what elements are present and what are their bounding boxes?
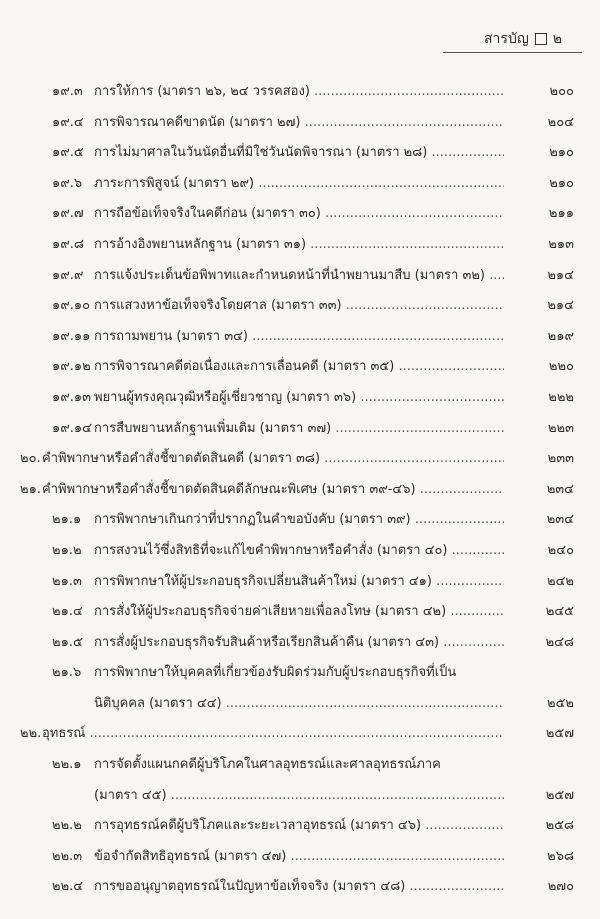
- toc-page: ๒๐๐: [549, 84, 574, 99]
- toc-entry[interactable]: [20, 441, 574, 472]
- toc-title: การสั่งให้ผู้ประกอบธุรกิจจ่ายค่าเสียหายเพื่อลงโทษ (มาตรา ๔๒) .....: [94, 600, 504, 621]
- toc-number: ๑๙.๑๑: [52, 328, 91, 344]
- toc-page: ๒๒๐: [548, 359, 574, 375]
- toc-title: การสืบพยานหลักฐานเพิ่มเติม (มาตรา ๓๗) .....: [94, 417, 504, 438]
- toc-entry[interactable]: [20, 716, 574, 747]
- toc-page: ๒๔๘: [545, 634, 574, 650]
- toc-page: ๒๔๒: [547, 573, 574, 589]
- toc-page: ๒๓๓: [547, 451, 574, 467]
- toc-title: การพิจารณาคดีขาดนัด (มาตรา ๒๗) .....: [94, 111, 504, 132]
- toc-page: ๒๕๘: [545, 818, 574, 834]
- square-bullet-icon: [535, 33, 547, 45]
- toc-entry[interactable]: [20, 502, 574, 533]
- toc-entry[interactable]: [20, 288, 574, 319]
- toc-title: การแสวงหาข้อเท็จจริงโดยศาล (มาตรา ๓๓) .....: [94, 294, 504, 315]
- toc-number: ๒๐.: [20, 451, 41, 467]
- toc-page: ๒๕๒: [547, 695, 574, 711]
- toc-title: ข้อจำกัดสิทธิอุทธรณ์ (มาตรา ๔๗) .....: [94, 845, 504, 866]
- toc-entry[interactable]: [20, 380, 574, 411]
- toc-entry[interactable]: [20, 533, 574, 564]
- header-title: สารบัญ: [484, 31, 529, 47]
- toc-entry[interactable]: [20, 227, 574, 258]
- toc-title: การไม่มาศาลในวันนัดอื่นที่มิใช่วันนัดพิจารณา (มาตรา ๒๘) .....: [94, 141, 504, 162]
- toc-page: ๒๑๐: [549, 145, 574, 161]
- toc-page: ๒๑๔: [547, 298, 574, 314]
- toc-entry[interactable]: [20, 564, 574, 595]
- toc-page: ๒๔๐: [547, 542, 574, 558]
- toc-title: การขออนุญาตอุทธรณ์ในปัญหาข้อเท็จจริง (มาตรา ๔๘) .....: [94, 875, 504, 896]
- toc-page: ๒๑๑: [548, 206, 574, 222]
- toc-page: ๒๐๔: [547, 114, 574, 130]
- header-rule: [443, 52, 582, 53]
- toc-title: นิติบุคคล (มาตรา ๔๔) .....: [94, 692, 504, 713]
- toc-page: ๒๑๓: [548, 236, 574, 252]
- table-of-contents: [20, 74, 574, 900]
- toc-number: ๑๙.๖: [52, 175, 83, 191]
- toc-number: ๒๒.: [20, 726, 42, 742]
- toc-entry[interactable]: [20, 472, 574, 503]
- toc-entry[interactable]: [20, 349, 574, 380]
- toc-entry-continuation[interactable]: [20, 686, 574, 717]
- toc-entry[interactable]: [20, 105, 574, 136]
- toc-number: ๒๑.๒: [52, 542, 82, 558]
- toc-number: ๒๒.๓: [52, 848, 83, 864]
- toc-number: ๑๙.๑๐: [52, 298, 91, 314]
- toc-title: อุทธรณ์ .....: [42, 722, 504, 743]
- toc-number: ๒๑.๖: [52, 665, 82, 681]
- toc-entry[interactable]: [20, 196, 574, 227]
- toc-number: ๑๙.๘: [52, 236, 84, 252]
- toc-title: การแจ้งประเด็นข้อพิพาทและกำหนดหน้าที่นำพยานมาสืบ (มาตรา ๓๒) .....: [94, 264, 504, 285]
- toc-page: ๒๔๕: [545, 604, 574, 620]
- toc-entry[interactable]: [20, 74, 574, 105]
- toc-entry[interactable]: [20, 411, 574, 442]
- toc-title: การสั่งผู้ประกอบธุรกิจรับสินค้าหรือเรียกสินค้าคืน (มาตรา ๔๓) .....: [94, 631, 504, 652]
- toc-entry[interactable]: [20, 839, 574, 870]
- toc-title: (มาตรา ๔๕) .....: [94, 784, 504, 805]
- toc-entry-continuation[interactable]: [20, 778, 574, 809]
- toc-title: การถามพยาน (มาตรา ๓๔) .....: [94, 325, 504, 346]
- toc-title: การพิพากษาให้บุคคลที่เกี่ยวข้องรับผิดร่วมกับผู้ประกอบธุรกิจที่เป็น: [94, 665, 457, 681]
- toc-number: ๑๙.๗: [52, 206, 84, 222]
- toc-entry[interactable]: [20, 808, 574, 839]
- toc-page: ๒๕๗: [545, 726, 574, 742]
- toc-title: ภาระการพิสูจน์ (มาตรา ๒๙) .....: [94, 172, 504, 193]
- toc-page: ๒๓๔: [546, 481, 574, 497]
- toc-number: ๒๑.๔: [52, 604, 83, 620]
- toc-entry[interactable]: [20, 166, 574, 197]
- toc-title: การพิพากษาให้ผู้ประกอบธุรกิจเปลี่ยนสินค้าใหม่ (มาตรา ๔๑) .....: [94, 570, 504, 591]
- toc-number: ๒๑.๑: [52, 512, 82, 528]
- toc-number: ๒๒.๑: [52, 757, 82, 773]
- toc-page: ๒๑๔: [547, 267, 574, 283]
- toc-number: ๒๑.๕: [52, 634, 83, 650]
- toc-page: ๒๕๗: [545, 787, 574, 803]
- toc-page: ๒๓๔: [546, 512, 574, 528]
- toc-title: การจัดตั้งแผนกคดีผู้บริโภคในศาลอุทธรณ์และศาลอุทธรณ์ภาค: [94, 757, 441, 773]
- toc-title: การให้การ (มาตรา ๒๖, ๒๔ วรรคสอง) .....: [94, 80, 504, 101]
- toc-entry[interactable]: [20, 594, 574, 625]
- header-page-number: ๒: [552, 31, 562, 47]
- toc-number: ๒๒.๔: [52, 879, 84, 895]
- toc-page: ๒๑๐: [549, 175, 574, 191]
- toc-title: คำพิพากษาหรือคำสั่งชี้ขาดตัดสินคดี (มาตรา ๓๘) .....: [42, 447, 504, 468]
- toc-number: ๑๙.๕: [52, 145, 84, 161]
- toc-entry[interactable]: [20, 319, 574, 350]
- toc-title: การอุทธรณ์คดีผู้บริโภคและระยะเวลาอุทธรณ์ (มาตรา ๔๖) .....: [94, 814, 504, 835]
- toc-page: ๒๖๘: [547, 848, 574, 864]
- toc-entry[interactable]: [20, 135, 574, 166]
- toc-entry[interactable]: [20, 655, 574, 686]
- toc-title: การอ้างอิงพยานหลักฐาน (มาตรา ๓๑) .....: [94, 233, 504, 254]
- toc-number: ๒๑.: [20, 481, 41, 497]
- toc-number: ๑๙.๔: [52, 114, 84, 130]
- toc-page: ๒๒๓: [547, 420, 574, 436]
- toc-title: คำพิพากษาหรือคำสั่งชี้ขาดตัดสินคดีลักษณะพิเศษ (มาตรา ๓๙-๔๖) .....: [42, 478, 504, 499]
- toc-number: ๑๙.๑๒: [52, 359, 91, 375]
- toc-number: ๑๙.๑๔: [52, 420, 92, 436]
- toc-entry[interactable]: [20, 258, 574, 289]
- toc-title: การพิพากษาเกินกว่าที่ปรากฏในคำขอบังคับ (มาตรา ๓๙) .....: [94, 508, 504, 529]
- toc-number: ๒๑.๓: [52, 573, 82, 589]
- toc-title: การพิจารณาคดีต่อเนื่องและการเลื่อนคดี (มาตรา ๓๕) .....: [94, 355, 504, 376]
- toc-number: ๑๙.๓: [52, 84, 83, 99]
- toc-page: ๒๗๐: [547, 879, 574, 895]
- toc-number: ๑๙.๙: [52, 267, 84, 283]
- toc-number: ๒๒.๒: [52, 818, 82, 834]
- toc-title: พยานผู้ทรงคุณวุฒิหรือผู้เชี่ยวชาญ (มาตรา ๓๖) .....: [94, 386, 504, 407]
- toc-entry[interactable]: [20, 747, 574, 778]
- toc-entry[interactable]: [20, 625, 574, 656]
- toc-page: ๒๑๙: [547, 328, 574, 344]
- toc-number: ๑๙.๑๓: [52, 389, 92, 405]
- page-header: [484, 28, 562, 50]
- toc-title: การถือข้อเท็จจริงในคดีก่อน (มาตรา ๓๐) .....: [94, 202, 504, 223]
- toc-entry[interactable]: [20, 869, 574, 900]
- toc-title: การสงวนไว้ซึ่งสิทธิที่จะแก้ไขคำพิพากษาหรือคำสั่ง (มาตรา ๔๐) .....: [94, 539, 504, 560]
- toc-page: ๒๒๒: [548, 389, 574, 405]
